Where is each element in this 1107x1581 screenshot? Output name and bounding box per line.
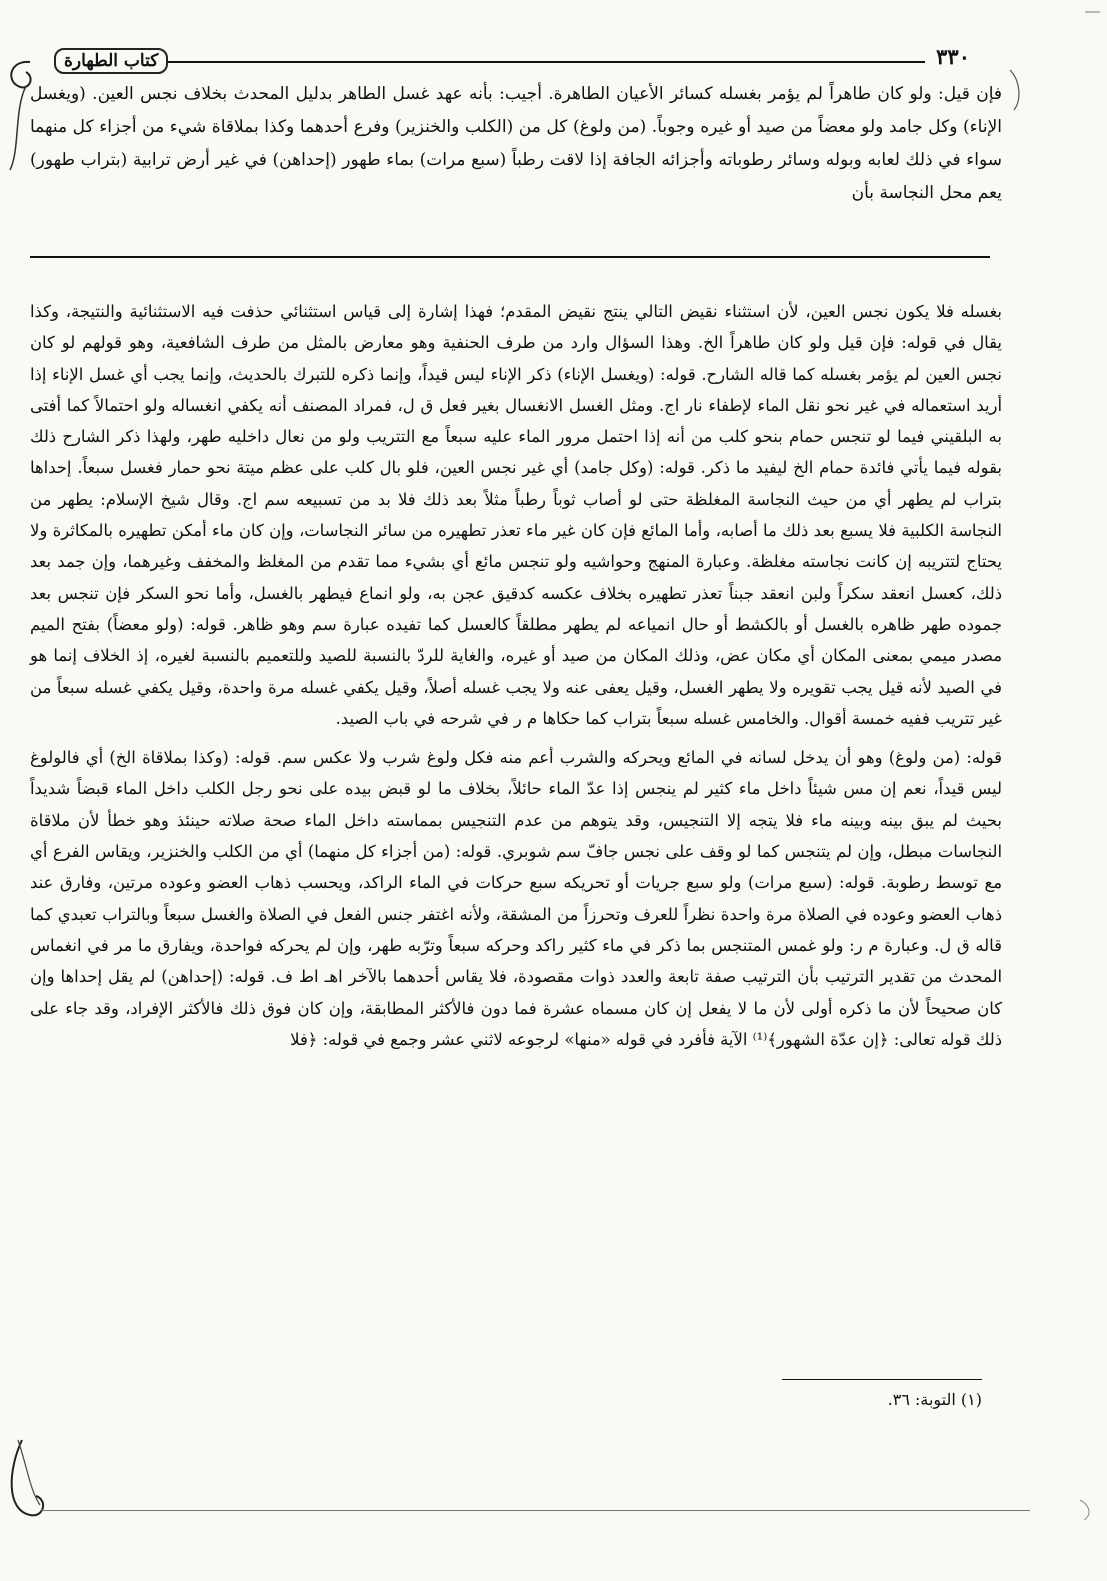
bottom-border-line <box>40 1510 1030 1511</box>
section-divider <box>30 256 990 258</box>
footnote: (١) التوبة: ٣٦. <box>887 1390 982 1409</box>
main-text <box>30 78 1002 210</box>
page-number: ٣٣٠ <box>936 44 970 69</box>
commentary <box>30 296 1002 1055</box>
page-header <box>20 44 1020 76</box>
commentary-paragraph-2: قوله: (من ولوغ) وهو أن يدخل لسانه في المائع ويحركه والشرب أعم منه فكل ولوغ شرب ولا عكس سم. قوله: (وكذا بملاقاة الخ) أي فالولوغ ليس قيداً، نعم إن مس شيئاً داخل ماء كثير لم ينجس إذا عدّ الماء حائلاً، بخلاف ما لو قبض بيده على نحو رجل الكلب داخل الماء قبضاً شديداً بحيث لم يبق بينه وبينه ماء فلا يتجه إلا التنجيس، وقد يتوهم من عدم التنجيس بمماسته داخل الماء صحة صلاته حينئذ وهو خطأ لأن ملاقاة النجاسات مبطل، وإن لم يتنجس كما لو وقف على نجس جافّ سم شوبري. قوله: (من أجزاء كل منهما) أي من الكلب والخنزير، ويقاس الفرع أي مع توسط رطوبة. قوله: (سبع مرات) ولو سبع جريات أو تحريكه سبع حركات في الماء الراكد، ويحسب ذهاب العضو وعوده مرتين، وفارق عند ذهاب العضو وعوده في الصلاة مرة واحدة نظراً للعرف وتحرزاً من المشقة، ولأنه اغتفر جنس الفعل في الصلاة والغسل سبعاً وبالتراب تعبدي كما قاله ق ل. وعبارة م ر: ولو غمس المتنجس بما ذكر في ماء كثير راكد وحركه سبعاً وترّبه طهر، وإن لم يحركه فواحدة، ويفارق ما مر في انغماس المحدث من تقدير الترتيب بأن الترتيب صفة تابعة والعدد ذوات مقصودة، فلا يقاس أحدهما بالآخر اهـ اط ف. قوله: (إحداهن) لم يقل إحداها وإن كان صحيحاً لأن ما ذكره أولى لأن ما لا يفعل إن كان مسماه عشرة فما دون فالأكثر المطابقة، وإن كان فوق ذلك فالأكثر الإفراد، وقد جاء على ذلك قوله تعالى: ﴿إن عدّة الشهور﴾⁽¹⁾ الآية فأفرد في قوله «منها» لرجوعه لاثني عشر وجمع في قوله: ﴿فلا <box>30 748 1002 1049</box>
main-paragraph: فإن قيل: ولو كان طاهراً لم يؤمر بغسله كسائر الأعيان الطاهرة. أجيب: بأنه عهد غسل الطاهر بدليل المحدث بخلاف نجس العين. (ويغسل الإناء) وكل جامد ولو معضاً من صيد أو غيره وجوباً. (من ولوغ) كل من (الكلب والخنزير) وفرع أحدهما وكذا بملاقاة شيء من أجزاء كل منهما سواء في ذلك لعابه وبوله وسائر رطوباته وأجزائه الجافة إذا لاقت رطباً (سبع مرات) بماء طهور (إحداهن) في غير أرض ترابية (بتراب طهور) يعم محل النجاسة بأن <box>30 84 1002 203</box>
header-rule <box>138 61 925 63</box>
footnote-divider <box>782 1379 982 1380</box>
running-title: كتاب الطهارة <box>54 48 168 74</box>
commentary-paragraph-1: بغسله فلا يكون نجس العين، لأن استثناء نقيض التالي ينتج نقيض المقدم؛ فهذا إشارة إلى قياس استثنائي حذفت فيه الاستثنائية والنتيجة، وكذا يقال في قوله: فإن قيل ولو كان طاهراً الخ. وهذا السؤال وارد من طرف الحنفية وهو معارض بالمثل من طرف الشافعية، وهو قولهم لو كان نجس العين لم يؤمر بغسله كما قاله الشارح. قوله: (ويغسل الإناء) ذكر الإناء ليس قيداً، وإنما ذكره للتبرك بالحديث، وإنما يجب أي غسل الإناء إذا أريد استعماله في غير نحو نقل الماء لإطفاء نار اج. ومثل الغسل الانغسال بغير فعل ق ل، فمراد المصنف أنه يكفي انغساله ولو احتمالاً كما أفتى به البلقيني فيما لو تنجس حمام بنحو كلب من أنه إذا احتمل مرور الماء عليه سبعاً مع التتريب ولو من نعال داخليه طهر، ولهذا ذكر الشارح ذلك بقوله فيما يأتي فائدة حمام الخ ليفيد ما ذكر. قوله: (وكل جامد) أي غير نجس العين، فلو بال كلب على عظم ميتة نحو حمار فغسل سبعاً. إحداها بتراب لم يطهر أي من حيث النجاسة المغلظة حتى لو أصاب ثوباً رطباً مثلاً بعد ذلك فلا بد من تسبيعه سم اج. وقال شيخ الإسلام: يطهر من النجاسة الكلبية فلا يسبع بعد ذلك ما أصابه، وأما المائع فإن كان غير ماء تعذر تطهيره من سائر النجاسات، وإن كان ماء أمكن تطهيره بالمكاثرة ولا يحتاج لتتريبه إن كانت نجاسته مغلظة. وعبارة المنهج وحواشيه ولو تنجس مائع أي بشيء مما تقدم من المغلظ والمخفف وغيرهما، وإن جمد بعد ذلك، كعسل انعقد سكراً ولبن انعقد جبناً تعذر تطهيره بخلاف عكسه كدقيق عجن به، ولو انماع فيطهر بالغسل، وأما نحو السكر فإن تنجس بعد جموده طهر ظاهره بالغسل أو بالكشط أو حال انمياعه لم يطهر مطلقاً كالعسل كما تفيده عبارة سم وهو ظاهر. قوله: (ولو معضاً) بفتح الميم مصدر ميمي بمعنى المكان أي مكان عض، وذلك المكان من صيد أو غيره، والغاية للردّ بالنسبة للصيد وللتعميم بالنسبة لغيره، إذ الخلاف إنما هو في الصيد لأنه قيل يجب تقويره ولا يطهر الغسل، وقيل يعفى عنه ولا يجب غسله أصلاً، وقيل يكفي غسله مرة واحدة، وقيل يكفي غسله سبعاً من غير تتريب ففيه خمسة أقوال. والخامس غسله سبعاً بتراب كما حكاها م ر في شرحه في باب الصيد. <box>30 302 1002 728</box>
